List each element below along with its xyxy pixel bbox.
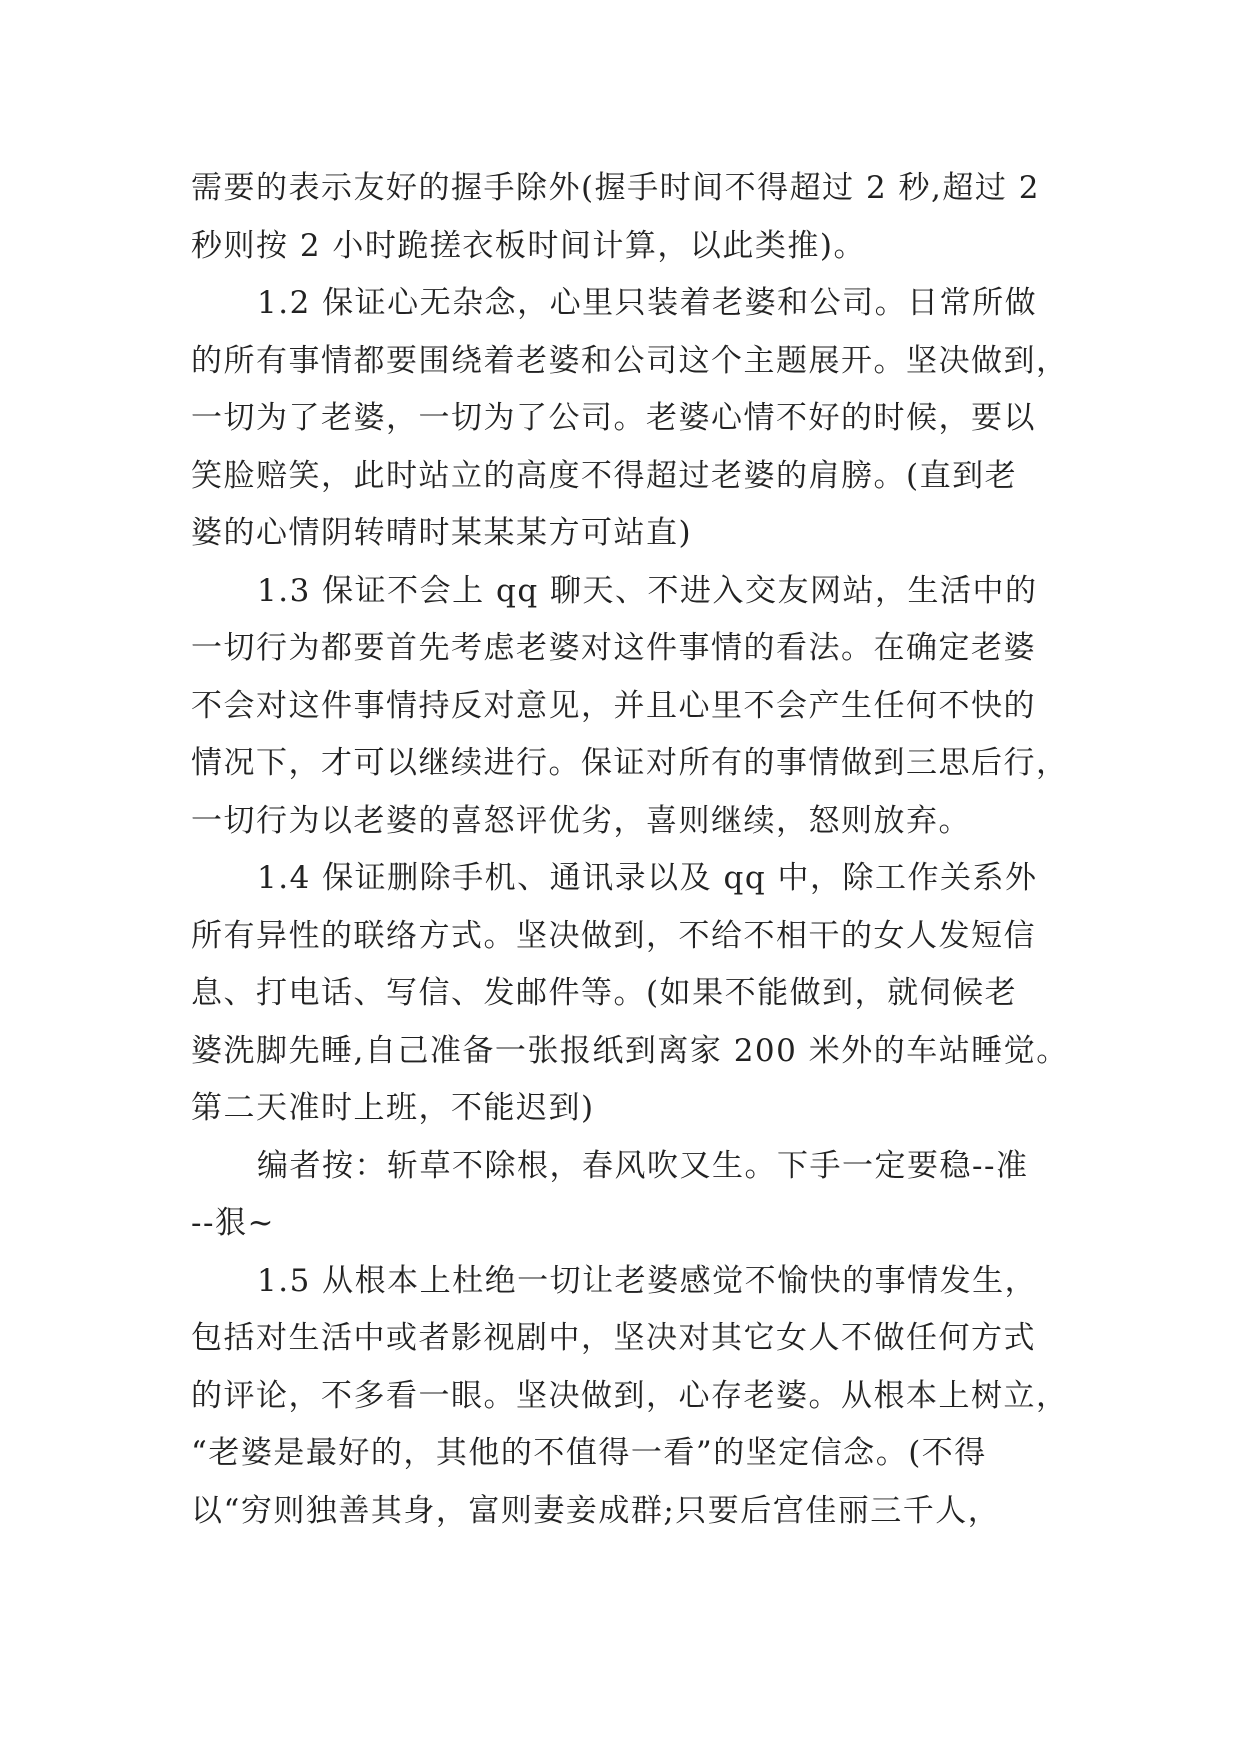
text-line: 需要的表示友好的握手除外(握手时间不得超过 2 秒,超过 2 bbox=[191, 170, 1040, 206]
text-line: 不会对这件事情持反对意见，并且心里不会产生任何不快的 bbox=[191, 687, 1036, 724]
text-line: 编者按：斩草不除根，春风吹又生。下手一定要稳--准 bbox=[257, 1147, 1029, 1184]
text-line: “老婆是最好的，其他的不值得一看”的坚定信念。(不得 bbox=[191, 1435, 987, 1471]
text-line: 的所有事情都要围绕着老婆和公司这个主题展开。坚决做到， bbox=[191, 342, 1069, 379]
text-line: 1.3 保证不会上 qq 聊天、不进入交友网站，生活中的 bbox=[257, 572, 1038, 609]
text-line: 1.4 保证删除手机、通讯录以及 qq 中，除工作关系外 bbox=[257, 860, 1038, 896]
text-line: 婆洗脚先睡,自己准备一张报纸到离家 200 米外的车站睡觉。 bbox=[191, 1032, 1069, 1069]
text-line: 一切为了老婆，一切为了公司。老婆心情不好的时候，要以 bbox=[191, 400, 1036, 436]
text-line: 秒则按 2 小时跪搓衣板时间计算，以此类推)。 bbox=[191, 227, 867, 264]
text-line: 一切行为都要首先考虑老婆对这件事情的看法。在确定老婆 bbox=[191, 630, 1036, 666]
text-line: 1.5 从根本上杜绝一切让老婆感觉不愉快的事情发生， bbox=[257, 1262, 1038, 1299]
text-line: 情况下，才可以继续进行。保证对所有的事情做到三思后行， bbox=[191, 745, 1069, 781]
text-line: 以“穷则独善其身，富则妻妾成群;只要后宫佳丽三千人， bbox=[191, 1492, 1001, 1529]
body-text bbox=[191, 160, 1069, 1540]
text-line: 婆的心情阴转晴时某某某方可站直) bbox=[191, 515, 693, 551]
text-line: 的评论，不多看一眼。坚决做到，心存老婆。从根本上树立， bbox=[191, 1377, 1069, 1414]
text-line: 笑脸赔笑，此时站立的高度不得超过老婆的肩膀。(直到老 bbox=[191, 457, 1018, 494]
text-line: 一切行为以老婆的喜怒评优劣，喜则继续，怒则放弃。 bbox=[191, 802, 971, 839]
text-line: 包括对生活中或者影视剧中，坚决对其它女人不做任何方式 bbox=[191, 1320, 1036, 1356]
text-line: 所有异性的联络方式。坚决做到，不给不相干的女人发短信 bbox=[191, 917, 1036, 954]
text-line: 息、打电话、写信、发邮件等。(如果不能做到，就伺候老 bbox=[191, 975, 1018, 1011]
text-line: --狠~ bbox=[191, 1205, 275, 1241]
text-line: 第二天准时上班，不能迟到) bbox=[191, 1090, 595, 1126]
text-line: 1.2 保证心无杂念，心里只装着老婆和公司。日常所做 bbox=[257, 285, 1038, 321]
